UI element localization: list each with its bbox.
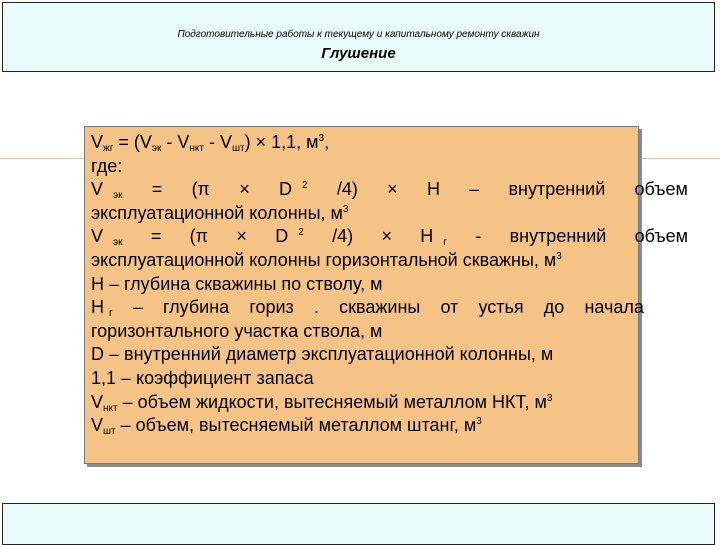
superscript: 3 [318, 133, 325, 144]
formula-line [91, 202, 688, 226]
text-fragment: H [91, 297, 104, 318]
superscript: 3 [476, 416, 482, 428]
text-fragment [91, 225, 123, 249]
text-fragment: (π [191, 179, 210, 200]
text-fragment: V [91, 226, 104, 247]
text-fragment: . [313, 297, 319, 318]
text-fragment: – [132, 297, 143, 318]
text-fragment: – [469, 179, 480, 200]
text-fragment: до [543, 297, 565, 318]
text-fragment: эксплуатационной колонны, м [91, 202, 343, 223]
superscript: 3 [546, 392, 553, 404]
subscript: жг [103, 143, 114, 154]
text-fragment: внутренний [508, 179, 606, 200]
subscript: эк [113, 237, 123, 249]
definition-line: 1,1 – коэффициент запаса [91, 367, 314, 388]
text-fragment: объем [634, 179, 688, 200]
text-fragment: × [387, 179, 398, 200]
subscript: эк [113, 190, 123, 202]
text-fragment [91, 178, 123, 202]
text-fragment: = [151, 179, 163, 200]
subscript: шт [231, 143, 245, 154]
text-fragment: от [440, 297, 459, 318]
text-fragment: = [150, 226, 162, 247]
text-fragment: , [324, 132, 330, 152]
text-fragment [420, 225, 447, 249]
text-fragment: /4) [332, 226, 354, 247]
formula-panel [84, 126, 688, 464]
formula-line-vek-horizontal [91, 225, 688, 249]
text-fragment: – объем, вытесняемый металлом штанг, м [115, 415, 477, 436]
text-fragment: - V [203, 132, 232, 152]
subscript: шт [103, 426, 116, 438]
subscript: г [109, 308, 113, 320]
slide-subtitle: Подготовительные работы к текущему и капитальному ремонту скважин [177, 29, 540, 40]
superscript: 2 [298, 227, 304, 239]
text-fragment: начала [584, 297, 644, 318]
slide-title: Глушение [321, 45, 396, 62]
superscript: 3 [556, 250, 562, 262]
text-fragment: гориз [249, 297, 294, 318]
definition-line: горизонтального участка ствола, м [91, 320, 383, 341]
footer-panel [2, 503, 715, 545]
subscript: нкт [103, 402, 118, 414]
formula-text [91, 131, 688, 438]
superscript: 2 [302, 180, 308, 192]
text-fragment: V [91, 132, 104, 152]
text-fragment: × [239, 179, 250, 200]
text-fragment: V [91, 179, 104, 200]
text-fragment: ) × 1,1, м [244, 132, 319, 152]
definition-line-hg [91, 296, 644, 320]
superscript: 3 [342, 203, 349, 215]
text-fragment: D [279, 179, 293, 200]
text-fragment: V [91, 415, 104, 436]
formula-line-vek [91, 178, 688, 202]
text-fragment: - [475, 226, 482, 247]
definition-line [91, 391, 688, 415]
text-fragment: /4) [336, 179, 358, 200]
text-fragment: эксплуатационной колонны горизонтальной скважны, м [91, 249, 557, 270]
where-line: где: [91, 155, 123, 176]
formula-line [91, 131, 688, 155]
subscript: эк [151, 143, 162, 154]
text-fragment: – объем жидкости, вытесняемый металлом НКТ, м [117, 391, 547, 412]
text-fragment: объем [634, 226, 688, 247]
text-fragment: скважины [339, 297, 421, 318]
text-fragment: H [426, 179, 440, 200]
text-fragment: H [420, 226, 434, 247]
text-fragment [279, 178, 308, 202]
text-fragment: внутренний [509, 226, 607, 247]
text-fragment: D [275, 226, 289, 247]
text-fragment [91, 296, 113, 320]
subscript: нкт [189, 143, 204, 154]
definition-line: H – глубина скважины по стволу, м [91, 273, 383, 294]
definition-line [91, 414, 688, 438]
text-fragment [275, 225, 304, 249]
text-fragment: - V [161, 132, 190, 152]
text-fragment: устья [478, 297, 524, 318]
text-fragment: (π [189, 226, 209, 247]
text-fragment: глубина [162, 297, 230, 318]
text-fragment: V [91, 391, 104, 412]
definition-line: D – внутренний диаметр эксплуатационной колонны, м [91, 344, 554, 365]
text-fragment: × [236, 226, 247, 247]
text-fragment: = (V [113, 132, 152, 152]
header-panel [2, 2, 715, 72]
subscript: г [443, 237, 447, 249]
text-fragment: × [381, 226, 392, 247]
formula-line [91, 249, 688, 273]
